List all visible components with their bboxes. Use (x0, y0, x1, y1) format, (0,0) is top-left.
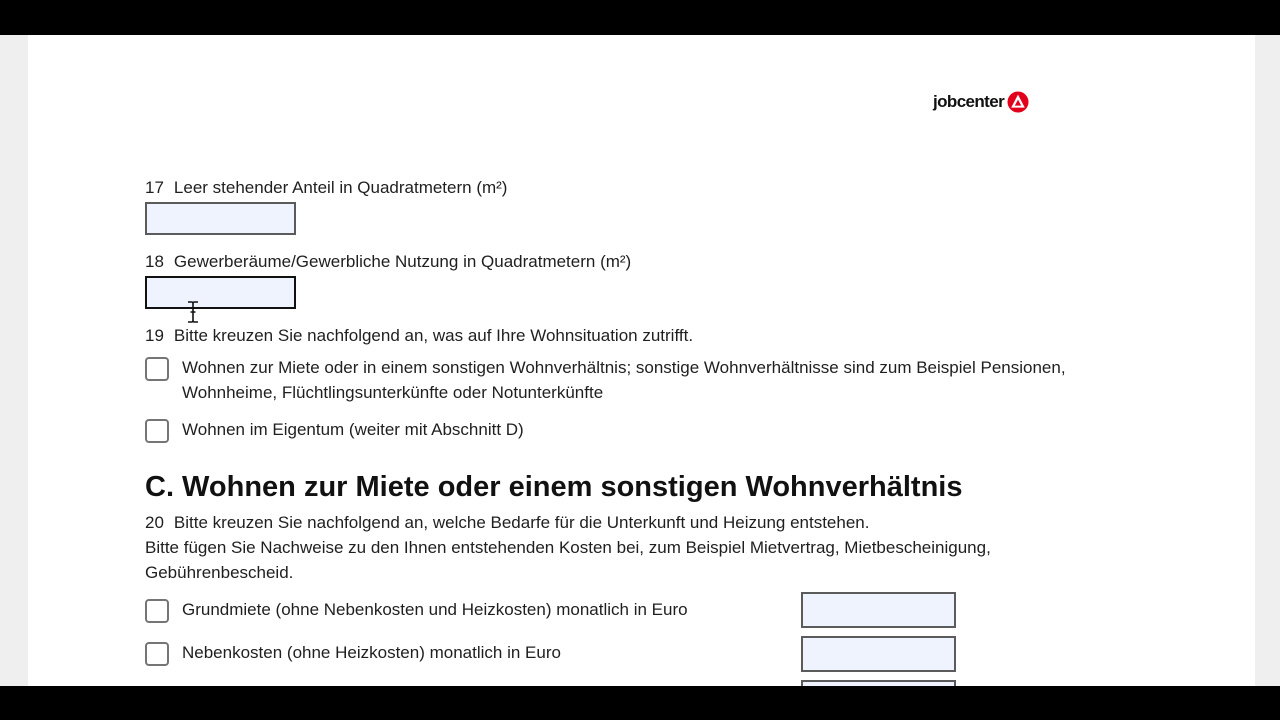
question-number: 17 (145, 178, 164, 197)
question-19-label (145, 324, 693, 348)
wohnen-im-eigentum-checkbox[interactable] (145, 419, 169, 443)
text-cursor-icon (186, 300, 200, 324)
question-text: Bitte kreuzen Sie nachfolgend an, was auf Ihre Wohnsituation zutrifft. (173, 326, 694, 345)
video-letterbox-bottom (0, 686, 1280, 720)
wohnen-zur-miete-label: Wohnen zur Miete oder in einem sonstigen Wohnverhältnis; sonstige Wohnverhältnisse sind zum Beispiel Pensionen, Wohnheime, Flüchtlingsunterkünfte oder Notunterkünfte (182, 358, 1066, 402)
logo-text: jobcenter (933, 92, 1005, 111)
question-number: 20 (145, 513, 164, 532)
gewerberaeume-field[interactable] (145, 276, 296, 309)
question-18-label (145, 250, 631, 274)
jobcenter-logo (933, 91, 1029, 113)
wohnen-im-eigentum-label: Wohnen im Eigentum (weiter mit Abschnitt D) (182, 420, 524, 439)
question-20-block (145, 510, 991, 585)
grundmiete-field[interactable] (801, 592, 956, 628)
question-text: Gewerberäume/Gewerbliche Nutzung in Quadratmetern (m²) (173, 252, 632, 271)
question-20-hint: Bitte fügen Sie Nachweise zu den Ihnen entstehenden Kosten bei, zum Beispiel Mietvertrag, Mietbescheinigung, (145, 538, 991, 557)
question-20-label (145, 510, 991, 535)
question-17-label (145, 176, 507, 200)
section-c-heading: C. Wohnen zur Miete oder einem sonstigen Wohnverhältnis (145, 471, 963, 503)
question-number: 18 (145, 252, 164, 271)
grundmiete-label: Grundmiete (ohne Nebenkosten und Heizkosten) monatlich in Euro (182, 600, 688, 619)
nebenkosten-label: Nebenkosten (ohne Heizkosten) monatlich in Euro (182, 643, 561, 662)
nebenkosten-checkbox[interactable] (145, 642, 169, 666)
document-viewer[interactable] (0, 35, 1280, 686)
question-number: 19 (145, 326, 164, 345)
video-letterbox-top (0, 0, 1280, 35)
question-text: Bitte kreuzen Sie nachfolgend an, welche Bedarfe für die Unterkunft und Heizung entstehen. (173, 513, 870, 532)
arbeitsagentur-triangle-icon (1007, 91, 1029, 113)
question-text: Leer stehender Anteil in Quadratmetern (m²) (173, 178, 508, 197)
nebenkosten-field[interactable] (801, 636, 956, 672)
form-page (28, 35, 1255, 686)
leer-stehender-anteil-field[interactable] (145, 202, 296, 235)
wohnen-zur-miete-checkbox[interactable] (145, 357, 169, 381)
grundmiete-checkbox[interactable] (145, 599, 169, 623)
question-20-hint: Gebührenbescheid. (145, 563, 294, 582)
